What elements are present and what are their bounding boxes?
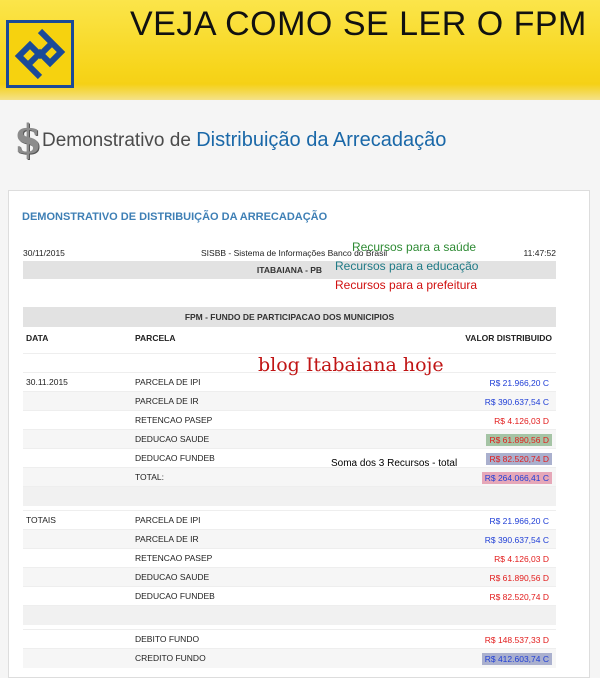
row-valor: R$ 4.126,03 D	[494, 416, 549, 426]
row-valor: R$ 21.966,20 C	[489, 378, 549, 388]
blog-watermark: blog Itabaiana hoje	[258, 354, 444, 376]
row-valor: R$ 264.066,41 C	[482, 472, 552, 484]
table-row	[23, 629, 556, 649]
report-panel	[8, 190, 590, 678]
row-parcela: PARCELA DE IR	[135, 534, 199, 544]
row-valor: R$ 61.890,56 D	[486, 434, 552, 446]
table-row	[23, 429, 556, 449]
page-title-accent: Distribuição da Arrecadação	[196, 128, 447, 151]
row-valor: R$ 82.520,74 D	[489, 592, 549, 602]
row-valor: R$ 61.890,56 D	[489, 573, 549, 583]
row-valor: R$ 412.603,74 C	[482, 653, 552, 665]
table-row	[23, 448, 556, 468]
banner-fade	[0, 84, 600, 114]
row-parcela: DEDUCAO SAUDE	[135, 434, 210, 444]
table-row	[23, 510, 556, 530]
row-parcela: DEDUCAO FUNDEB	[135, 453, 215, 463]
row-parcela: DEBITO FUNDO	[135, 634, 200, 644]
row-parcela: PARCELA DE IR	[135, 396, 199, 406]
annotation-educacao: Recursos para a educação	[335, 259, 479, 273]
row-parcela: PARCELA DE IPI	[135, 377, 201, 387]
annotation-soma: Soma dos 3 Recursos - total	[331, 458, 458, 469]
row-valor: R$ 82.520,74 D	[486, 453, 552, 465]
row-parcela: TOTAL:	[135, 472, 164, 482]
row-valor: R$ 390.637,54 C	[484, 397, 549, 407]
spacer	[23, 486, 556, 506]
annotation-saude: Recursos para a saúde	[352, 240, 477, 254]
report-time: 11:47:52	[523, 248, 556, 258]
row-valor: R$ 390.637,54 C	[484, 535, 549, 545]
table-row	[23, 567, 556, 587]
col-data: DATA	[26, 333, 49, 343]
row-parcela: CREDITO FUNDO	[135, 653, 206, 663]
municipality-bar: ITABAIANA - PB	[23, 261, 556, 279]
spacer	[23, 605, 556, 625]
banco-do-brasil-logo-icon	[6, 20, 74, 88]
report-title: DEMONSTRATIVO DE DISTRIBUIÇÃO DA ARRECADAÇÃO	[22, 211, 328, 223]
row-valor: R$ 21.966,20 C	[489, 516, 549, 526]
banner-title: VEJA COMO SE LER O FPM	[130, 5, 587, 43]
dollar-sign-icon: $	[14, 116, 42, 163]
row-parcela: DEDUCAO FUNDEB	[135, 591, 215, 601]
column-headers	[23, 331, 556, 347]
page-header	[14, 116, 447, 163]
row-parcela: DEDUCAO SAUDE	[135, 572, 210, 582]
table-row	[23, 586, 556, 606]
table-row	[23, 648, 556, 668]
page-title	[42, 129, 446, 152]
report-date: 30/11/2015	[23, 248, 65, 258]
page-title-prefix: Demonstrativo de	[42, 129, 191, 151]
col-valor: VALOR DISTRIBUIDO	[465, 333, 552, 343]
row-label: TOTAIS	[26, 515, 56, 525]
table-row	[23, 410, 556, 430]
annotation-prefeitura: Recursos para a prefeitura	[335, 278, 478, 292]
fund-bar: FPM - FUNDO DE PARTICIPACAO DOS MUNICIPIOS	[23, 307, 556, 327]
table-row	[23, 391, 556, 411]
row-valor: R$ 4.126,03 D	[494, 554, 549, 564]
row-valor: R$ 148.537,33 D	[484, 635, 549, 645]
table-row	[23, 529, 556, 549]
row-parcela: PARCELA DE IPI	[135, 515, 201, 525]
table-row	[23, 467, 556, 487]
table-row	[23, 548, 556, 568]
row-parcela: RETENCAO PASEP	[135, 553, 213, 563]
row-date: 30.11.2015	[26, 377, 68, 387]
row-parcela: RETENCAO PASEP	[135, 415, 213, 425]
report-system: SISBB - Sistema de Informações Banco do Brasil	[201, 248, 388, 258]
col-parcela: PARCELA	[135, 333, 176, 343]
